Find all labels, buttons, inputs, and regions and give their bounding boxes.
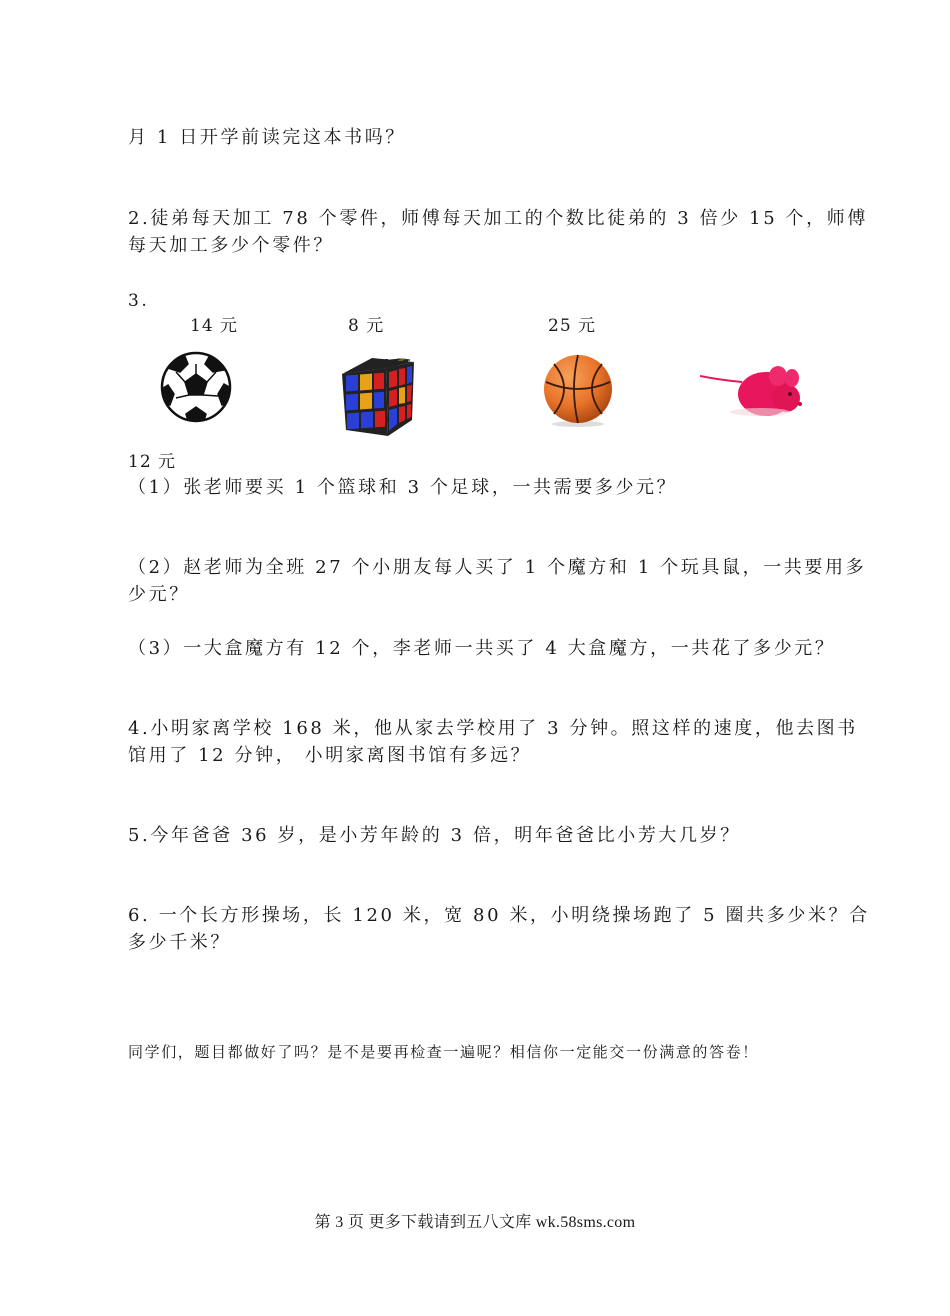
soccer-ball-icon	[158, 350, 234, 424]
question-2-line-1: 2.徒弟每天加工 78 个零件，师傅每天加工的个数比徒弟的 3 倍少 15 个，师傅	[128, 208, 868, 229]
basketball-icon	[540, 352, 616, 428]
question-4-line-2: 馆用了 12 分钟， 小明家离图书馆有多远？	[128, 745, 532, 766]
question-6-line-1: 6. 一个长方形操场，长 120 米，宽 80 米，小明绕操场跑了 5 圈共多少米？合	[128, 905, 870, 926]
intro-line: 月 1 日开学前读完这本书吗？	[128, 127, 406, 148]
question-6-line-2: 多少千米？	[128, 932, 231, 953]
question-3-sub-1: （1）张老师要买 1 个篮球和 3 个足球，一共需要多少元？	[128, 477, 678, 498]
rubiks-cube-price: 8 元	[348, 316, 385, 336]
toy-mouse-icon	[700, 354, 804, 424]
question-5: 5.今年爸爸 36 岁，是小芳年龄的 3 倍，明年爸爸比小芳大几岁？	[128, 825, 741, 846]
closing-note: 同学们，题目都做好了吗？是不是要再检查一遍呢？相信你一定能交一份满意的答卷！	[128, 1043, 759, 1061]
rubiks-cube-icon	[338, 358, 418, 440]
question-2-line-2: 每天加工多少个零件？	[128, 235, 334, 256]
question-3-sub-2-line-1: （2）赵老师为全班 27 个小朋友每人买了 1 个魔方和 1 个玩具鼠，一共要用多	[128, 557, 867, 578]
question-3-sub-2-line-2: 少元？	[128, 584, 190, 605]
soccer-ball-price: 14 元	[190, 316, 239, 336]
question-4-line-1: 4.小明家离学校 168 米，他从家去学校用了 3 分钟。照这样的速度，他去图书	[128, 718, 858, 739]
toy-mouse-price: 12 元	[128, 452, 177, 472]
question-3-sub-3: （3）一大盒魔方有 12 个，李老师一共买了 4 大盒魔方，一共花了多少元？	[128, 638, 836, 659]
basketball-price: 25 元	[548, 316, 597, 336]
page-footer: 第 3 页 更多下载请到五八文库 wk.58sms.com	[314, 1214, 636, 1231]
question-3-number: 3.	[128, 291, 150, 311]
